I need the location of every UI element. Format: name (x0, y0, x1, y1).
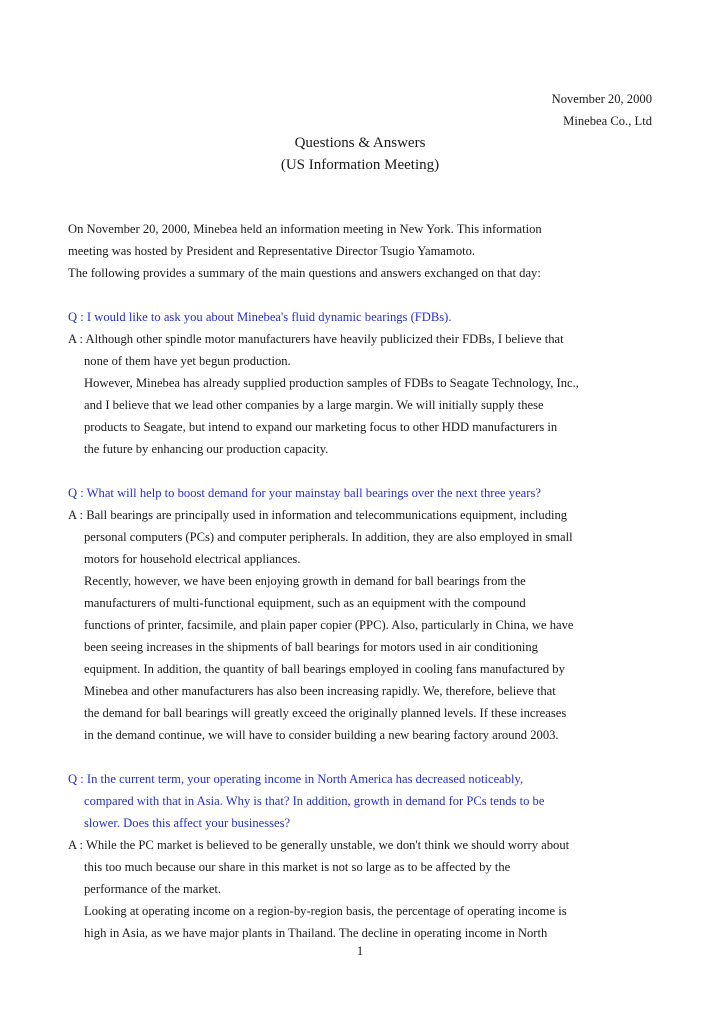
answer-line: Minebea and other manufacturers has also been increasing rapidly. We, therefore, believe that (84, 684, 556, 698)
answer-3 (68, 834, 658, 944)
answer-line: products to Seagate, but intend to expand our marketing focus to other HDD manufacturers in (84, 420, 558, 434)
text-line: The following provides a summary of the main questions and answers exchanged on that day: (68, 266, 541, 280)
question-line: slower. Does this affect your businesses? (84, 816, 291, 830)
intro-paragraph (68, 218, 658, 284)
question-1 (68, 306, 658, 328)
answer-line: in the demand continue, we will have to consider building a new bearing factory around 2003. (84, 728, 559, 742)
question-line: Q : I would like to ask you about Minebea's fluid dynamic bearings (FDBs). (68, 310, 452, 324)
answer-line: manufacturers of multi-functional equipment, such as an equipment with the compound (84, 596, 526, 610)
answer-line: However, Minebea has already supplied production samples of FDBs to Seagate Technology, Inc., (84, 376, 579, 390)
question-line: Q : In the current term, your operating income in North America has decreased noticeably, (68, 772, 524, 786)
document-date: November 20, 2000 (551, 92, 652, 106)
answer-line: and I believe that we lead other companies by a large margin. We will initially supply these (84, 398, 544, 412)
answer-line: none of them have yet begun production. (84, 354, 291, 368)
answer-line: A : While the PC market is believed to be generally unstable, we don't think we should worry about (68, 838, 570, 852)
answer-line: A : Ball bearings are principally used in information and telecommunications equipment, including (68, 508, 568, 522)
question-2 (68, 482, 658, 504)
text-line: meeting was hosted by President and Representative Director Tsugio Yamamoto. (68, 244, 476, 258)
document-subtitle: (US Information Meeting) (280, 157, 440, 173)
answer-line: performance of the market. (84, 882, 222, 896)
question-line: Q : What will help to boost demand for your mainstay ball bearings over the next three years? (68, 486, 541, 500)
answer-line: functions of printer, facsimile, and plain paper copier (PPC). Also, particularly in China, we have (84, 618, 574, 632)
answer-line: Recently, however, we have been enjoying growth in demand for ball bearings from the (84, 574, 526, 588)
answer-line: high in Asia, as we have major plants in Thailand. The decline in operating income in North (84, 926, 548, 940)
answer-line: motors for household electrical appliances. (84, 552, 301, 566)
answer-line: personal computers (PCs) and computer peripherals. In addition, they are also employed in small (84, 530, 573, 544)
answer-line: Looking at operating income on a region-by-region basis, the percentage of operating income is (84, 904, 567, 918)
company-name: Minebea Co., Ltd (563, 114, 652, 128)
answer-1 (68, 328, 658, 460)
text-line: On November 20, 2000, Minebea held an information meeting in New York. This information (68, 222, 542, 236)
question-line: compared with that in Asia. Why is that? In addition, growth in demand for PCs tends to be (84, 794, 545, 808)
answer-line: this too much because our share in this market is not so large as to be affected by the (84, 860, 511, 874)
answer-2 (68, 504, 658, 746)
page-number: 1 (356, 944, 364, 958)
document-title: Questions & Answers (294, 135, 426, 151)
answer-line: A : Although other spindle motor manufacturers have heavily publicized their FDBs, I believe that (68, 332, 564, 346)
answer-line: equipment. In addition, the quantity of ball bearings employed in cooling fans manufactured by (84, 662, 565, 676)
answer-line: been seeing increases in the shipments of ball bearings for motors used in air conditioning (84, 640, 538, 654)
question-3 (68, 768, 658, 834)
document-body (68, 218, 658, 944)
answer-line: the demand for ball bearings will greatly exceed the originally planned levels. If these increases (84, 706, 567, 720)
answer-line: the future by enhancing our production capacity. (84, 442, 329, 456)
